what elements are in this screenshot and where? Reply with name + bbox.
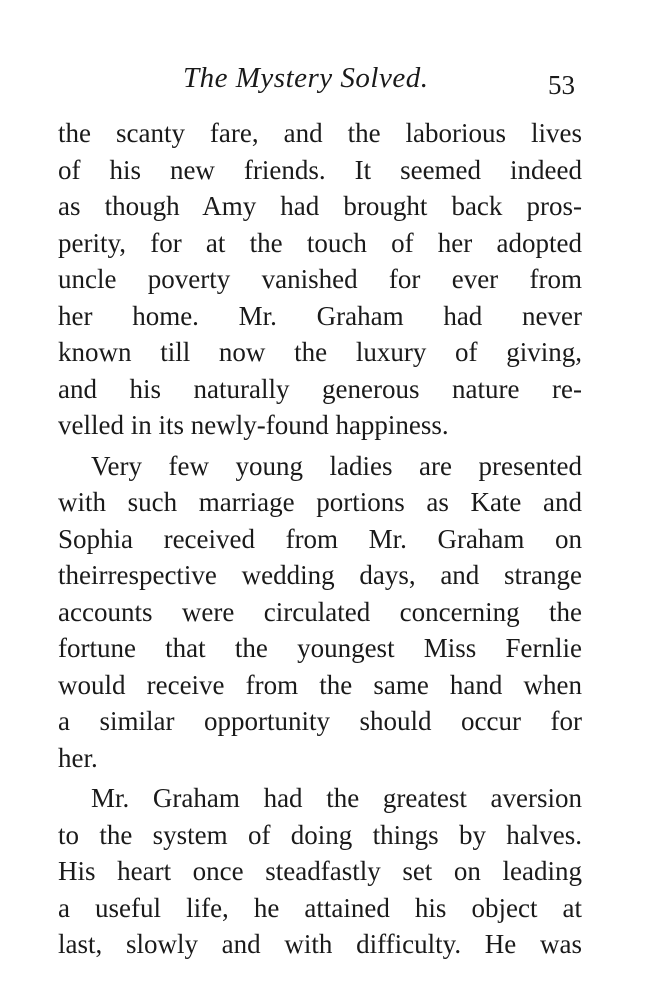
text-line: known till now the luxury of giving, xyxy=(58,337,582,367)
text-line: accounts were circulated concerning the xyxy=(58,596,582,627)
page-number: 53 xyxy=(548,70,575,100)
paragraph-2 xyxy=(58,448,582,777)
text-line: velled in its newly-found happiness. xyxy=(58,410,449,440)
text-line: her home. Mr. Graham had never xyxy=(58,300,582,331)
running-head xyxy=(0,62,653,102)
text-line: to the system of doing things by halves. xyxy=(58,819,582,850)
text-line: Sophia received from Mr. Graham on xyxy=(58,523,582,554)
body-text xyxy=(58,115,582,963)
paragraph-1 xyxy=(58,115,582,444)
text-line: as though Amy had brought back pros- xyxy=(58,191,582,221)
text-line: the scanty fare, and the laborious lives xyxy=(58,118,582,148)
text-line: fortune that the youngest Miss Fernlie xyxy=(58,633,582,663)
text-line: Mr. Graham had the greatest aversion xyxy=(91,783,582,813)
text-line: a useful life, he attained his object at xyxy=(58,892,582,923)
text-line: uncle poverty vanished for ever from xyxy=(58,264,582,294)
text-line: a similar opportunity should occur for xyxy=(58,706,582,736)
text-line: with such marriage portions as Kate and xyxy=(58,487,582,517)
paragraph-3 xyxy=(58,780,582,963)
text-line: and his naturally generous nature re- xyxy=(58,373,582,404)
text-line: theirrespective wedding days, and strange xyxy=(58,560,582,590)
running-title: The Mystery Solved. xyxy=(183,62,429,94)
text-line: her. xyxy=(58,742,98,773)
text-line: of his new friends. It seemed indeed xyxy=(58,154,582,185)
text-line: would receive from the same hand when xyxy=(58,669,582,700)
text-line: Very few young ladies are presented xyxy=(91,450,582,481)
text-line: His heart once steadfastly set on leading xyxy=(58,856,582,886)
text-line: perity, for at the touch of her adopted xyxy=(58,227,582,258)
text-line: last, slowly and with difficulty. He was xyxy=(58,929,582,959)
